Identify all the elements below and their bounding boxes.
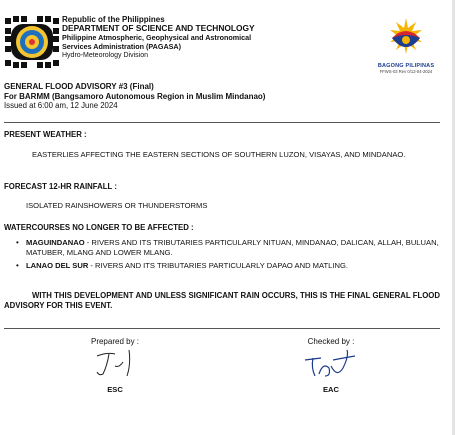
present-weather-heading: PRESENT WEATHER :: [4, 130, 87, 139]
bagong-pilipinas-label: BAGONG PILIPINAS: [377, 63, 435, 69]
bullet-icon: •: [16, 238, 19, 247]
agency-block: [62, 15, 255, 60]
prepared-by-block: [70, 337, 160, 394]
forecast-heading: FORECAST 12-HR RAINFALL :: [4, 182, 117, 191]
bullet-icon: •: [16, 261, 19, 270]
pagasa-logo-icon: [5, 16, 59, 68]
divider-top: [4, 122, 440, 123]
rivers-text: - RIVERS AND ITS TRIBUTARIES PARTICULARLY NITUAN, MINDANAO, DALICAN, ALLAH, BULUAN, MATUBER, MLANG AND LOWER MLANG.: [26, 238, 439, 257]
list-item: [16, 261, 440, 271]
forecast-text: ISOLATED RAINSHOWERS OR THUNDERSTORMS: [26, 201, 208, 210]
watercourses-heading: WATERCOURSES NO LONGER TO BE AFFECTED :: [4, 223, 194, 232]
advisory-heading: [4, 82, 265, 111]
prepared-by-label: Prepared by :: [90, 337, 140, 346]
final-note: WITH THIS DEVELOPMENT AND UNLESS SIGNIFICANT RAIN OCCURS, THIS IS THE FINAL GENERAL FLOOD ADVISORY FOR THIS EVENT.: [4, 291, 440, 310]
bagong-pilipinas-logo: [374, 14, 438, 80]
present-weather-text: EASTERLIES AFFECTING THE EASTERN SECTIONS OF SOUTHERN LUZON, VISAYAS, AND MINDANAO.: [32, 150, 406, 159]
divider-bottom: [4, 328, 440, 329]
list-item: [16, 238, 440, 258]
agency-department: DEPARTMENT OF SCIENCE AND TECHNOLOGY: [62, 23, 255, 33]
advisory-title: GENERAL FLOOD ADVISORY #3 (Final): [4, 82, 154, 91]
form-code: FFWS-03 Rev 0/12-04-2024: [379, 69, 433, 74]
advisory-region: For BARMM (Bangsamoro Autonomous Region in Muslim Mindanao): [4, 91, 266, 101]
bagong-pilipinas-icon: [386, 14, 426, 58]
agency-republic: Republic of the Philippines: [62, 15, 165, 24]
province-name: MAGUINDANAO: [26, 238, 85, 247]
prepared-signature-icon: [85, 346, 145, 380]
agency-name-2: Services Administration (PAGASA): [62, 42, 182, 51]
checked-by-block: [286, 337, 376, 394]
watercourse-list: [16, 238, 440, 274]
checked-signature-icon: [299, 346, 363, 380]
advisory-issued: Issued at 6:00 am, 12 June 2024: [4, 101, 118, 110]
letterhead: [4, 6, 444, 76]
checked-by-label: Checked by :: [307, 337, 355, 346]
prepared-initials: ESC: [107, 385, 123, 394]
agency-division: Hydro-Meteorology Division: [62, 52, 148, 59]
rivers-text: - RIVERS AND ITS TRIBUTARIES PARTICULARLY DAPAO AND MATLING.: [88, 261, 348, 270]
checked-initials: EAC: [322, 385, 340, 394]
agency-name-1: Philippine Atmospheric, Geophysical and Astronomical: [62, 33, 252, 42]
province-name: LANAO DEL SUR: [26, 261, 89, 270]
